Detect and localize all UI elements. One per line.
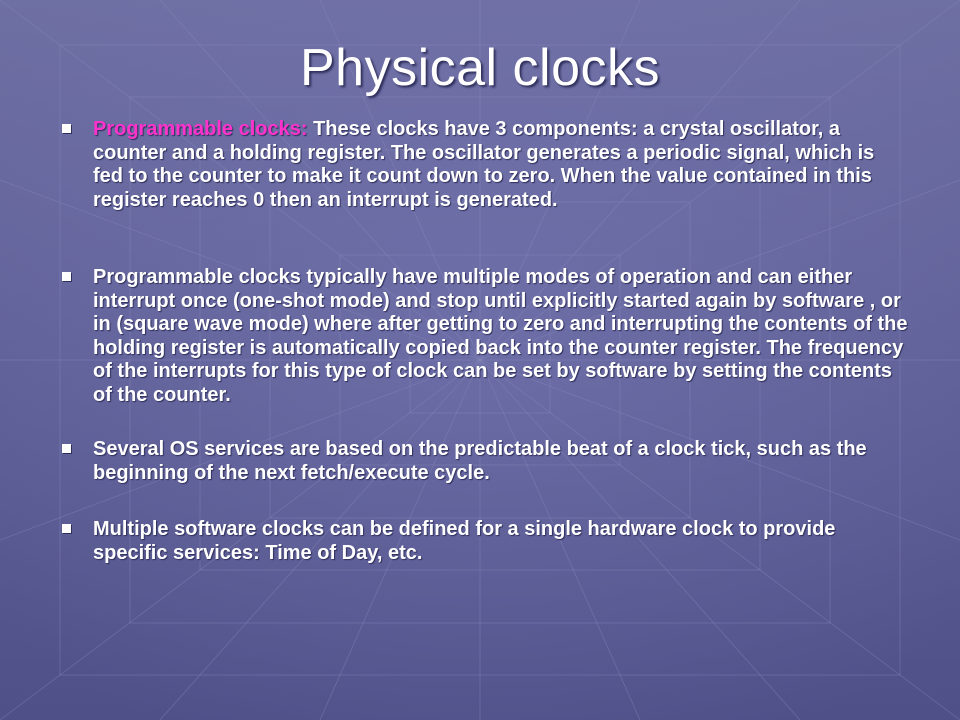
bullet-text (93, 118, 908, 212)
square-bullet-icon (62, 272, 71, 281)
bullet-body: These clocks have 3 components: a crystal oscillator, a counter and a holding register. The oscillator generates a periodic signal, which is fed to the counter to make it count down to zero. When the value contained in this register reaches 0 then an interrupt is generated. (93, 118, 875, 211)
bullet-text: Multiple software clocks can be defined for a single hardware clock to provide specific services: Time of Day, etc. (93, 518, 836, 564)
square-bullet-icon (62, 524, 71, 533)
square-bullet-icon (62, 124, 71, 133)
highlighted-term: Programmable clocks: (93, 118, 308, 140)
square-bullet-icon (62, 444, 71, 453)
bullet-text: Programmable clocks typically have multiple modes of operation and can either interrupt once (one-shot mode) and stop until explicitly started again by software , or in (square wave mode) where after getting to zero and interrupting the contents of the holding register is automatically copied back into the counter register. The frequency of the interrupts for this type of clock can be set by software by setting the contents of the counter. (93, 266, 908, 406)
slide-title: Physical clocks (299, 39, 661, 97)
bullet-text: Several OS services are based on the predictable beat of a clock tick, such as the beginning of the next fetch/execute cycle. (93, 438, 867, 484)
